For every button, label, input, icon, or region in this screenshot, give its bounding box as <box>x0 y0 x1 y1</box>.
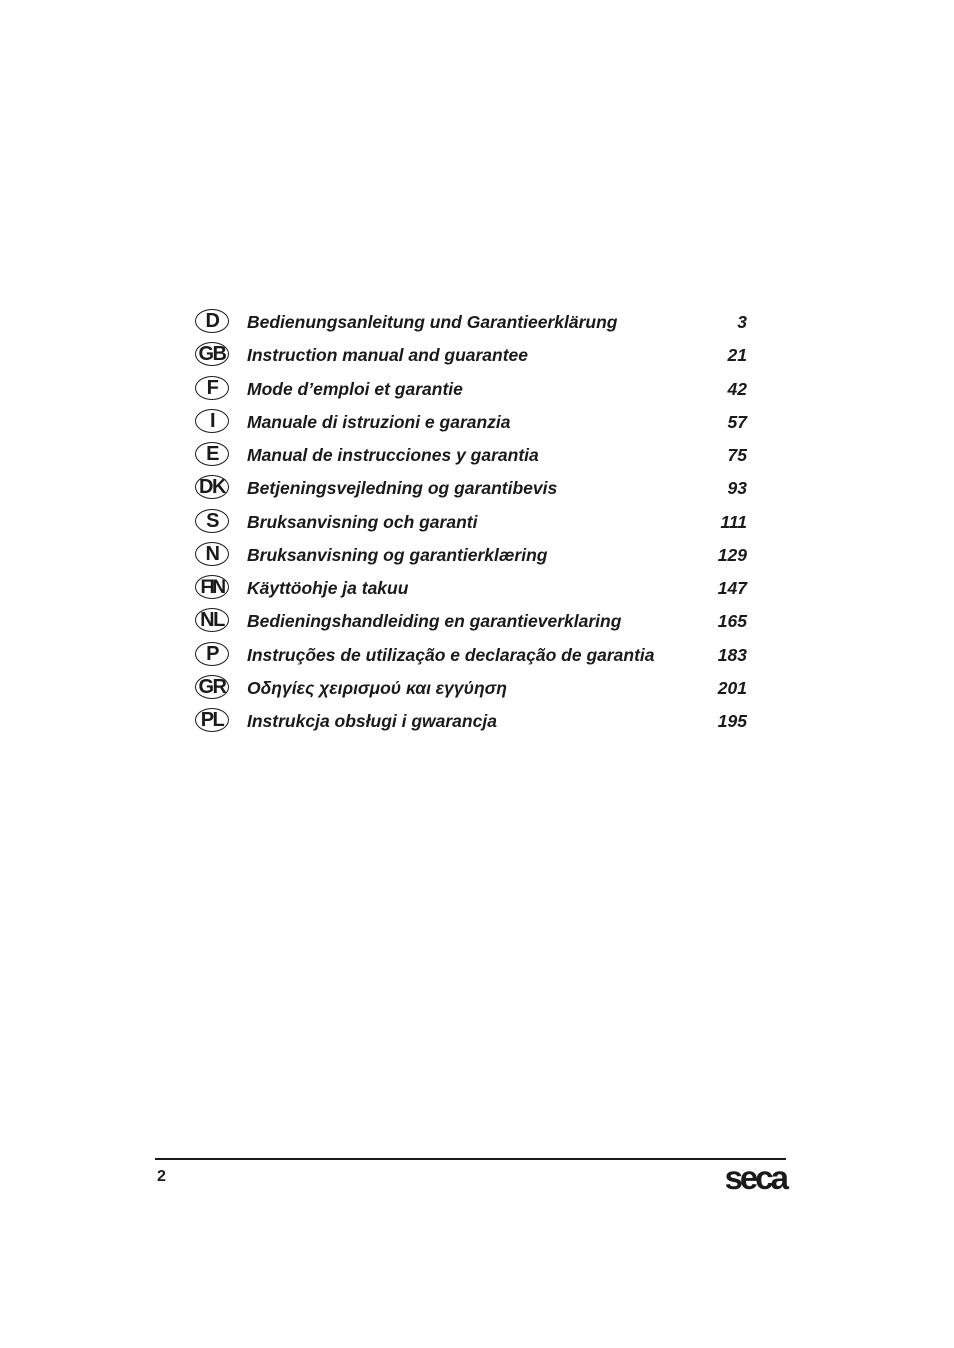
language-badge: GR <box>195 675 229 699</box>
toc-page-number: 57 <box>727 411 747 432</box>
toc-row-pl[interactable] <box>193 705 749 738</box>
toc-title: Käyttöohje ja takuu <box>247 578 409 598</box>
toc-title: Manual de instrucciones y garantia <box>247 445 539 465</box>
toc-title: Betjeningsvejledning og garantibevis <box>247 478 558 499</box>
toc-page-number: 201 <box>717 677 747 698</box>
toc-page-number: 195 <box>717 711 747 731</box>
table-of-contents <box>193 306 749 738</box>
toc-page-number: 111 <box>720 511 747 532</box>
brand-logo: seca <box>724 1159 786 1196</box>
toc-page-number: 42 <box>727 378 747 399</box>
language-badge: NL <box>195 608 229 632</box>
language-badge: GB <box>195 342 229 366</box>
language-badge: F <box>195 376 229 400</box>
toc-row-s[interactable] <box>193 506 749 539</box>
toc-row-dk[interactable] <box>193 472 749 505</box>
toc-page-number: 165 <box>717 611 747 632</box>
toc-title: Bedienungsanleitung und Garantieerklärung <box>247 312 618 332</box>
toc-row-gr[interactable] <box>193 672 749 705</box>
language-badge: E <box>195 442 229 466</box>
toc-title: Instruction manual and guarantee <box>247 345 529 366</box>
toc-page-number: 75 <box>727 445 747 465</box>
toc-row-nl[interactable] <box>193 605 749 638</box>
language-badge: P <box>195 642 229 666</box>
toc-page-number: 183 <box>717 644 747 665</box>
toc-row-d[interactable] <box>193 306 749 339</box>
toc-title: Bruksanvisning och garanti <box>247 511 478 532</box>
toc-title: Instrukcja obsługi i gwarancja <box>247 711 497 731</box>
toc-row-f[interactable] <box>193 373 749 406</box>
toc-title: Instruções de utilização e declaração de garantia <box>247 644 655 665</box>
toc-page-number: 3 <box>737 312 747 332</box>
toc-title: Οδηγίες χειρισμού και εγγύηση <box>247 677 507 698</box>
toc-row-n[interactable] <box>193 539 749 572</box>
language-badge: I <box>195 409 229 433</box>
toc-title: Bruksanvisning og garantierklæring <box>247 544 548 565</box>
toc-page-number: 93 <box>727 478 747 499</box>
language-badge: PL <box>195 708 229 732</box>
toc-page-number: 147 <box>717 578 747 598</box>
language-badge: DK <box>195 475 229 499</box>
language-badge: S <box>195 509 229 533</box>
toc-row-e[interactable] <box>193 439 749 472</box>
toc-title: Bedieningshandleiding en garantieverklaring <box>247 611 622 632</box>
toc-row-p[interactable] <box>193 639 749 672</box>
language-badge: D <box>195 309 229 333</box>
language-badge: N <box>195 542 229 566</box>
toc-title: Mode d’emploi et garantie <box>247 378 463 399</box>
footer-divider <box>155 1158 786 1160</box>
toc-page-number: 129 <box>717 544 747 565</box>
toc-page-number: 21 <box>727 345 747 366</box>
language-badge: FIN <box>195 575 229 599</box>
toc-title: Manuale di istruzioni e garanzia <box>247 411 511 432</box>
toc-row-fin[interactable] <box>193 572 749 605</box>
toc-row-gb[interactable] <box>193 339 749 372</box>
page-number: 2 <box>157 1168 166 1185</box>
toc-row-i[interactable] <box>193 406 749 439</box>
